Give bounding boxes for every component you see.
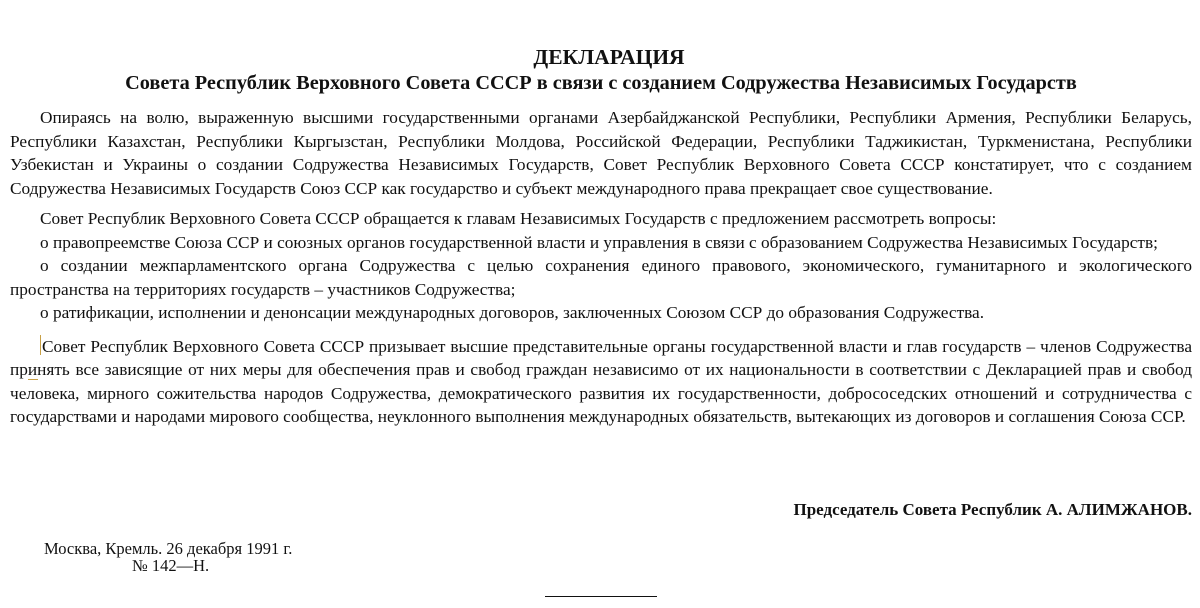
paragraph-appeal-intro: Совет Республик Верховного Совета СССР обращается к главам Независимых Государств с предложением рассмотреть вопросы:	[40, 209, 997, 228]
document-subtitle: Совета Республик Верховного Совета СССР в связи с созданием Содружества Независимых Государств	[125, 72, 1077, 94]
paragraph-preamble: Опираясь на волю, выраженную высшими государственными органами Азербайджанской Республики, Республики Армения, Республики Беларусь, Республики Казахстан, Республики Кыргызстан, Республики Молдова, Российской Федерации, Республики Таджикистан, Туркменистана, Республики Узбекистан и Украины о создании Содружества Независимых Государств, Совет Республик Верховного Совета СССР констатирует, что с созданием Содружества Независимых Государств Союз ССР как государство и субъект международного права прекращает свое существование.	[10, 108, 1192, 198]
place-and-date: Москва, Кремль. 26 декабря 1991 г.	[44, 539, 293, 558]
paragraph-item-treaties: о ратификации, исполнении и денонсации международных договоров, заключенных Союзом ССР до образования Содружества.	[40, 303, 985, 322]
document-title: ДЕКЛАРАЦИЯ	[533, 45, 685, 69]
paragraph-item-succession: о правопреемстве Союза ССР и союзных органов государственной власти и управления в связи с образованием Содружества Независимых Государств;	[40, 232, 1158, 252]
text-cursor	[40, 335, 41, 355]
text-cursor-cap	[28, 379, 38, 380]
closing-divider	[545, 596, 657, 597]
document-page	[10, 44, 1192, 429]
document-number: № 142—Н.	[132, 556, 210, 575]
paragraph-item-interparliamentary: о создании межпарламентского органа Содружества с целью сохранения единого правового, экономического, гуманитарного и экологического пространства на территориях государств – участников Содружества;	[10, 256, 1192, 299]
signature-line: Председатель Совета Республик А. АЛИМЖАНОВ.	[793, 500, 1192, 519]
paragraph-call-to-action[interactable]	[10, 335, 1192, 429]
paragraph-call-text: Совет Республик Верховного Совета СССР призывает высшие представительные органы государственной власти и глав государств – членов Содружества принять все зависящие от них меры для обеспечения прав и свобод граждан независимо от их национальности в соответствии с Декларацией прав и свобод человека, мирного сожительства народов Содружества, демократического развития их государственности, добрососедских отношений и сотрудничества с государствами и народами мирового сообщества, неуклонного выполнения международных обязательств, вытекающих из договоров и соглашения Союза ССР.	[10, 336, 1192, 426]
